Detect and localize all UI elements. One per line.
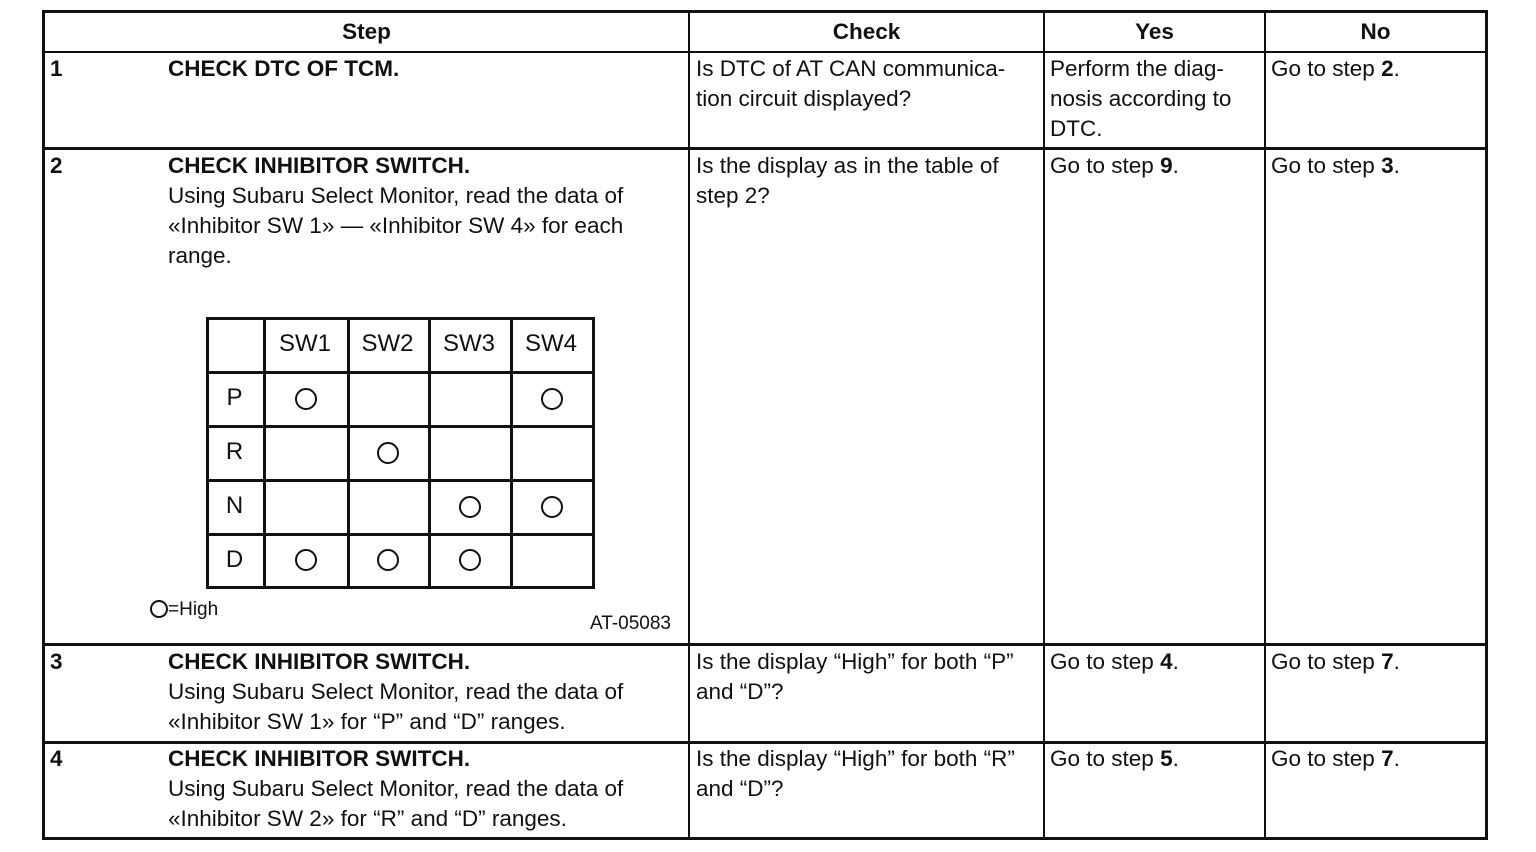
step-description: CHECK INHIBITOR SWITCH. Using Subaru Select Monitor, read the data of «Inhibitor SW 1» for “P” and “D” ranges. [168, 649, 624, 734]
figure-id: AT-05083 [590, 613, 671, 634]
header-divider [42, 51, 1488, 53]
step-description: CHECK INHIBITOR SWITCH. Using Subaru Select Monitor, read the data of «Inhibitor SW 2» for “R” and “D” ranges. [168, 746, 624, 831]
high-circle-icon [459, 549, 481, 571]
grid-line [206, 533, 595, 536]
column-divider [688, 10, 690, 840]
legend [150, 598, 218, 622]
yes-text: Go to step 9. [1050, 153, 1179, 178]
range-label: P [226, 384, 243, 411]
no-text: Go to step 3. [1271, 153, 1400, 178]
switch-column-header: SW1 [278, 330, 331, 357]
check-text: Is the display “High” for both “P” and “D”? [696, 649, 1014, 704]
grid-line [206, 586, 595, 589]
check-text: Is DTC of AT CAN communica- tion circuit displayed? [696, 56, 1006, 111]
yes-text: Go to step 5. [1050, 746, 1179, 771]
column-divider [1043, 10, 1045, 840]
switch-column-header: SW3 [442, 330, 495, 357]
grid-line [206, 425, 595, 428]
header-check: Check [832, 19, 901, 44]
no-text: Go to step 2. [1271, 56, 1400, 81]
range-label: R [225, 438, 244, 465]
header-no: No [1360, 19, 1391, 44]
step-title: CHECK DTC OF TCM. [168, 56, 400, 81]
step-number: 4 [50, 746, 63, 771]
yes-text: Perform the diag- nosis according to DTC. [1050, 56, 1232, 141]
high-circle-icon [459, 496, 481, 518]
step-description: CHECK INHIBITOR SWITCH. Using Subaru Select Monitor, read the data of «Inhibitor SW 1» — «Inhibitor SW 4» for each range. [168, 153, 624, 268]
check-text: Is the display “High” for both “R” and “D”? [696, 746, 1015, 801]
grid-line [592, 317, 595, 589]
range-label: D [225, 546, 244, 573]
high-circle-icon [541, 388, 563, 410]
no-text: Go to step 7. [1271, 649, 1400, 674]
grid-line [206, 479, 595, 482]
switch-column-header: SW4 [524, 330, 577, 357]
range-label: N [225, 492, 244, 519]
no-text: Go to step 7. [1271, 746, 1400, 771]
legend-text: =High [168, 599, 219, 620]
step-number: 1 [50, 56, 63, 81]
header-step: Step [342, 19, 391, 44]
high-circle-icon [377, 549, 399, 571]
grid-line [206, 371, 595, 374]
circle-icon [150, 600, 168, 618]
step-number: 3 [50, 649, 63, 674]
high-circle-icon [295, 388, 317, 410]
header-yes: Yes [1135, 19, 1174, 44]
switch-column-header: SW2 [361, 330, 414, 357]
yes-text: Go to step 4. [1050, 649, 1179, 674]
high-circle-icon [295, 549, 317, 571]
high-circle-icon [541, 496, 563, 518]
row-divider [42, 147, 1488, 150]
step-number: 2 [50, 153, 63, 178]
high-circle-icon [377, 442, 399, 464]
column-divider [1264, 10, 1266, 840]
check-text: Is the display as in the table of step 2? [696, 153, 999, 208]
inhibitor-switch-table [206, 317, 594, 588]
row-divider [42, 643, 1488, 646]
